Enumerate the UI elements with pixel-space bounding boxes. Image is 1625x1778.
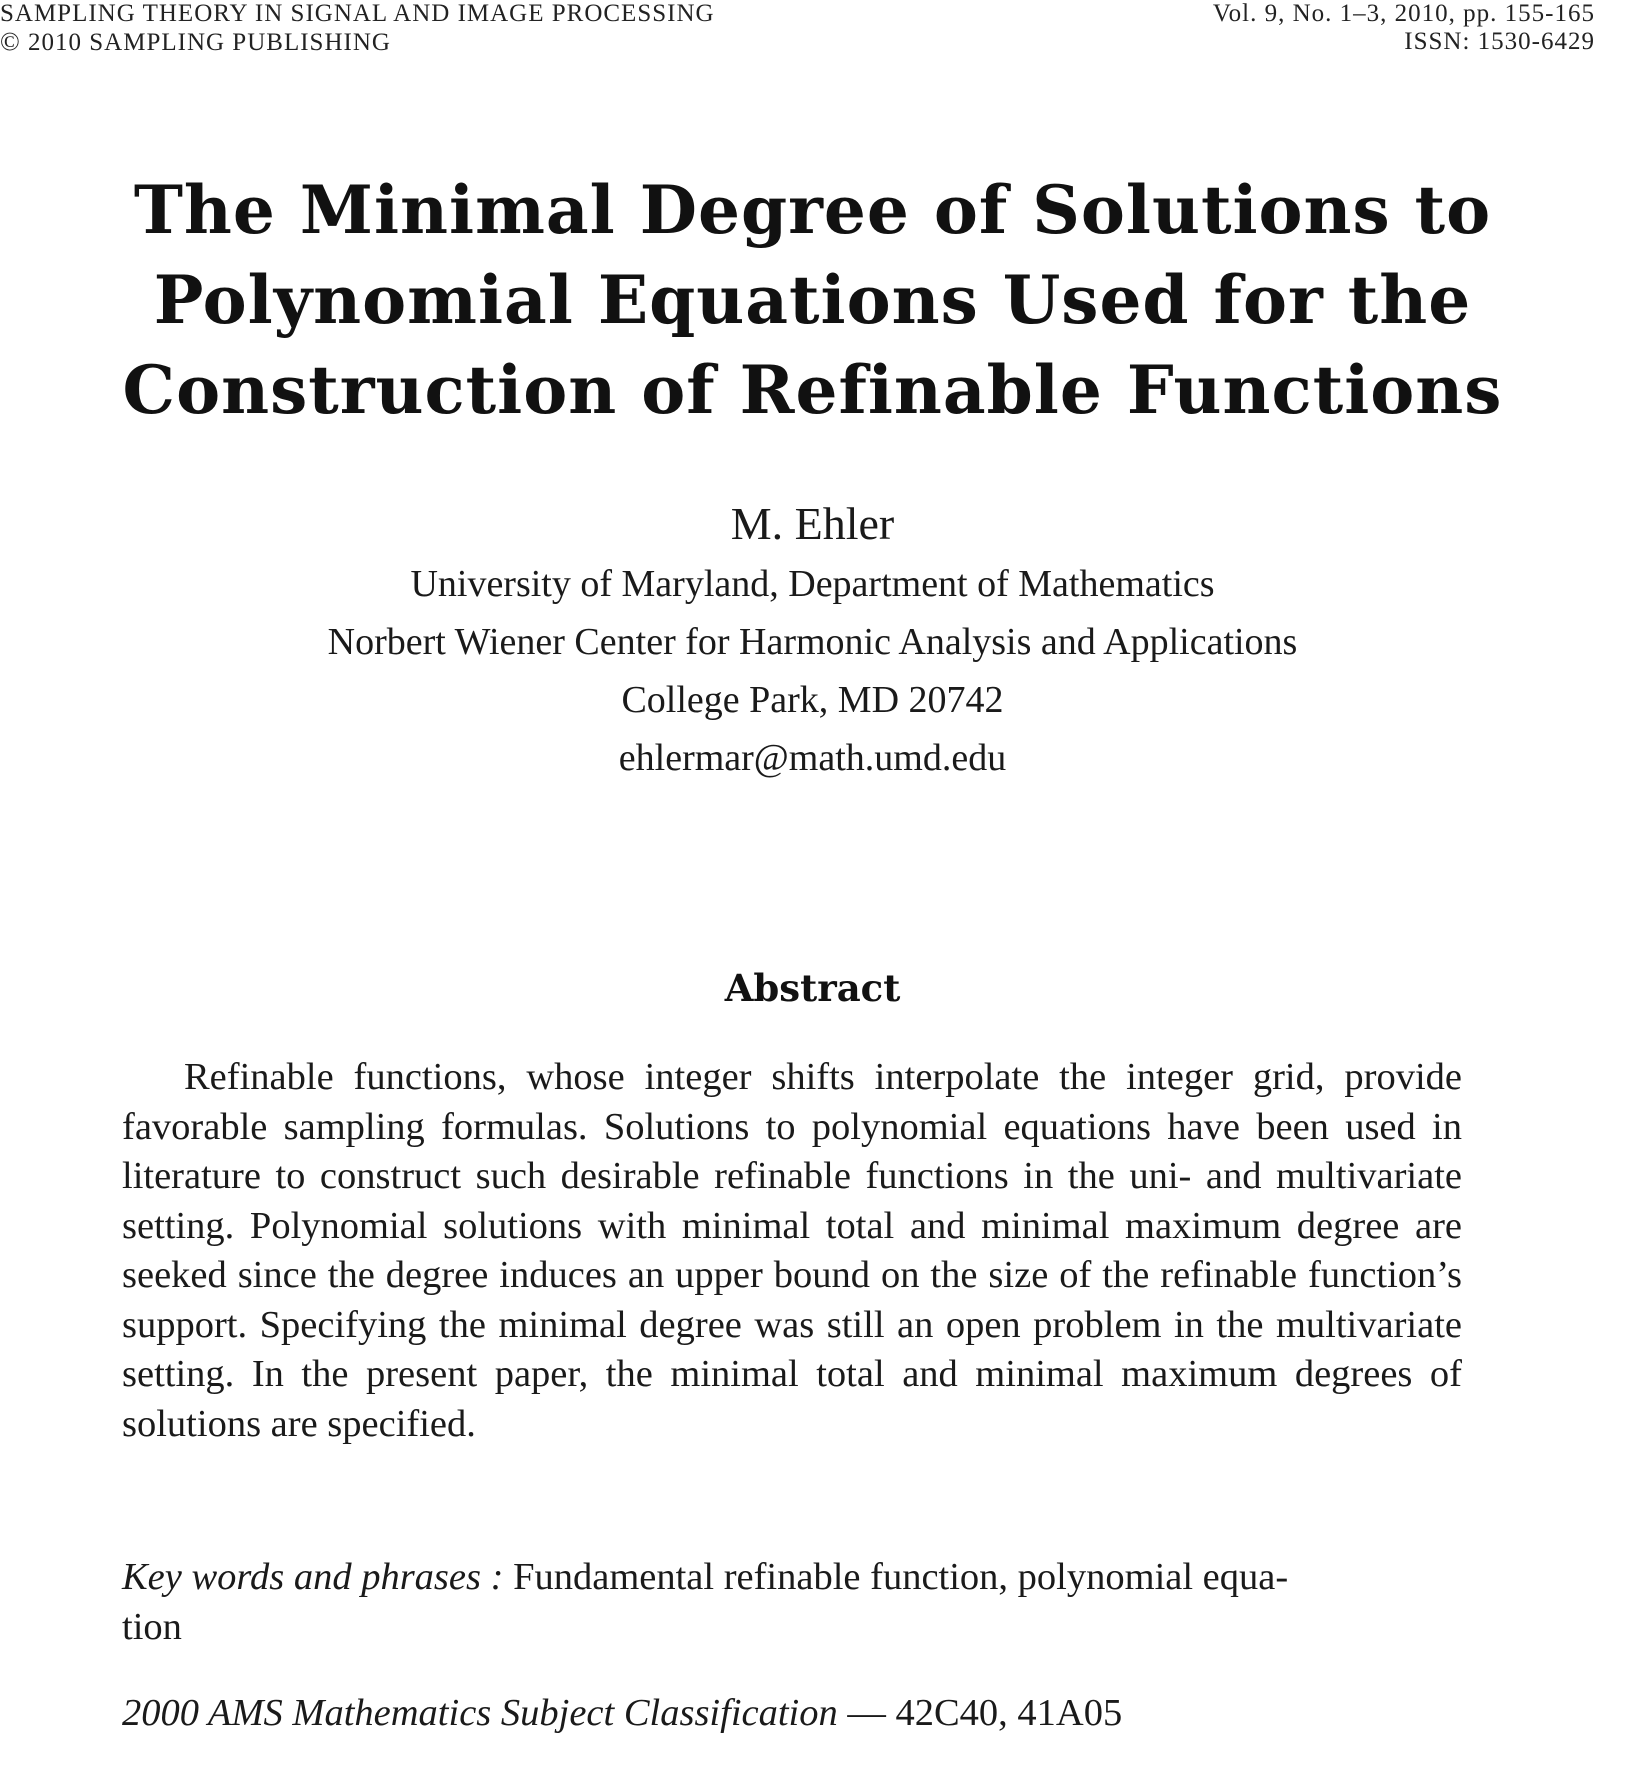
issn: ISSN: 1530-6429 [1404,28,1595,55]
copyright-icon: © [0,27,21,56]
keywords-continuation: tion [122,1605,182,1648]
keywords-label: Key words and phrases : [122,1556,504,1598]
volume-info: Vol. 9, No. 1–3, 2010, pp. 155-165 [1212,0,1595,27]
abstract-heading: Abstract [724,966,901,1010]
affiliation-address: College Park, MD 20742 [621,679,1004,721]
running-head-left [0,0,715,57]
author-name: M. Ehler [730,498,895,549]
msc-classification [122,1689,1462,1739]
msc-codes: 42C40, 41A05 [895,1692,1123,1734]
affiliation-center: Norbert Wiener Center for Harmonic Analysis and Applications [327,621,1298,663]
copyright-line [0,28,715,57]
title-line: The Minimal Degree of Solutions to [133,171,1492,249]
author-block [0,495,1625,787]
keywords-line [122,1553,1462,1603]
title-line: Polynomial Equations Used for the [153,261,1472,339]
title-line: Construction of Refinable Functions [122,351,1503,429]
paper-title [0,165,1625,435]
msc-separator: — [847,1692,886,1734]
copyright-text: 2010 SAMPLING PUBLISHING [28,29,391,56]
running-head-right [1213,0,1595,56]
author-email: ehlermar@math.umd.edu [618,737,1007,779]
msc-label: 2000 AMS Mathematics Subject Classification [122,1692,838,1734]
running-head [0,0,1625,60]
journal-name: SAMPLING THEORY IN SIGNAL AND IMAGE PROCESSING [0,0,715,27]
keywords [122,1553,1462,1652]
keywords-text: Fundamental refinable function, polynomial equa- [513,1556,1289,1598]
affiliation-department: University of Maryland, Department of Mathematics [410,563,1215,605]
abstract-text: Refinable functions, whose integer shifts interpolate the integer grid, provide favorable sampling formulas. Solutions to polynomial equations have been used in literature to construct such desirable refinable functions in the uni- and multivariate setting. Polynomial solutions with minimal total and minimal maximum degree are seeked since the degree induces an upper bound on the size of the refinable function’s support. Specifying the minimal degree was still an open problem in the multivariate setting. In the present paper, the minimal total and minimal maximum degrees of solutions are specified. [122,1056,1462,1445]
